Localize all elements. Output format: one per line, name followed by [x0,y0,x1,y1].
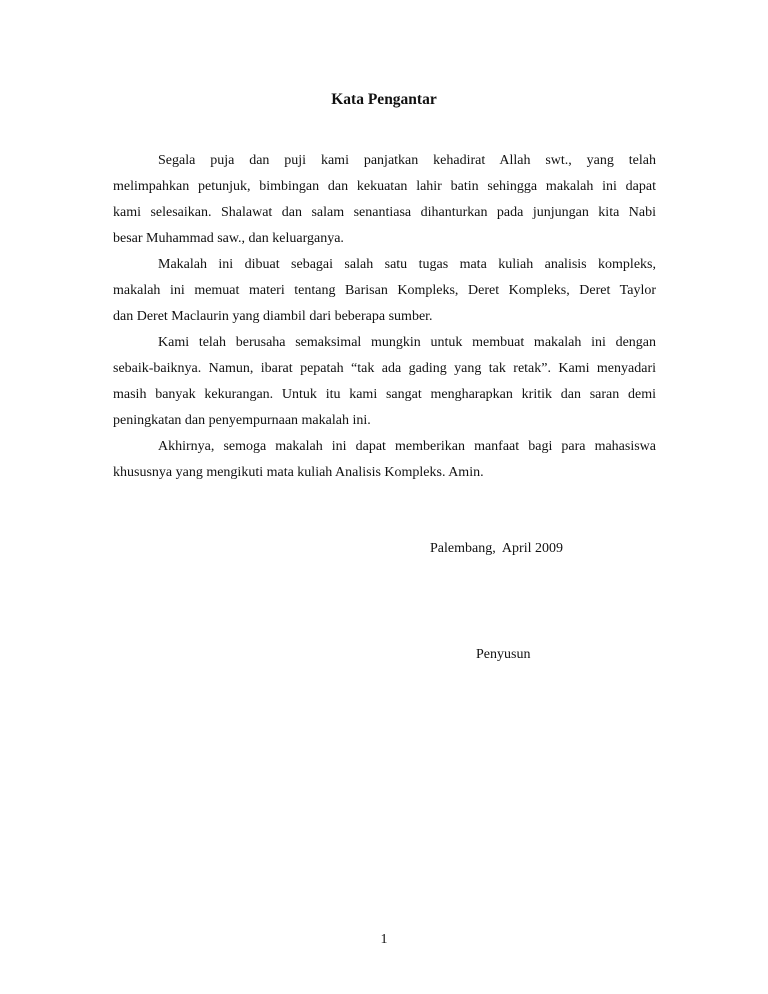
paragraph [113,150,656,254]
text-line: Makalah ini dibuat sebagai salah satu tugas mata kuliah analisis kompleks, [158,257,656,272]
text-line: khususnya yang mengikuti mata kuliah Analisis Kompleks. Amin. [113,465,484,480]
paragraph [113,332,656,436]
text-line: melimpahkan petunjuk, bimbingan dan kekuatan lahir batin sehingga makalah ini dapat [113,179,656,194]
signature: Penyusun [476,647,531,662]
page-number: 1 [380,932,388,947]
text-line: kami selesaikan. Shalawat dan salam senantiasa dihanturkan pada junjungan kita Nabi [113,205,656,220]
place-date: Palembang, April 2009 [430,541,563,556]
text-line: makalah ini memuat materi tentang Barisan Kompleks, Deret Kompleks, Deret Taylor [113,283,656,298]
text-line: masih banyak kekurangan. Untuk itu kami sangat mengharapkan kritik dan saran demi [113,387,656,402]
text-line: dan Deret Maclaurin yang diambil dari beberapa sumber. [113,309,433,324]
text-line: Akhirnya, semoga makalah ini dapat memberikan manfaat bagi para mahasiswa [158,439,656,454]
text-line: besar Muhammad saw., dan keluarganya. [113,231,344,246]
page-title: Kata Pengantar [331,91,437,108]
paragraph [113,254,656,332]
text-line: Segala puja dan puji kami panjatkan kehadirat Allah swt., yang telah [158,153,656,168]
text-line: peningkatan dan penyempurnaan makalah ini. [113,413,371,428]
paragraph [113,436,656,488]
document-body [113,150,656,488]
text-line: Kami telah berusaha semaksimal mungkin untuk membuat makalah ini dengan [158,335,656,350]
text-line: sebaik-baiknya. Namun, ibarat pepatah “tak ada gading yang tak retak”. Kami menyadari [113,361,656,376]
